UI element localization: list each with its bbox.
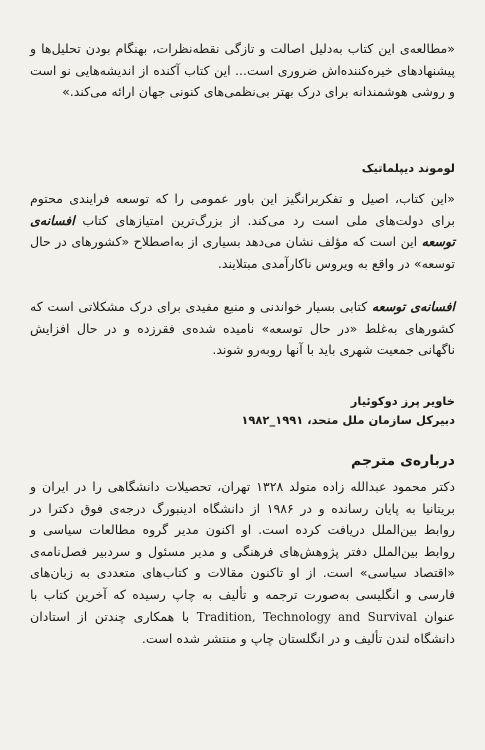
translator-bio-text-b: با همکاری چندتن از استادان دانشگاه لندن تألیف و در انگلستان چاپ و منتشر شده است. [30, 608, 455, 647]
quote-perez-de-cuellar-role: دبیرکل سازمان ملل متحد، ۱۹۹۱_۱۹۸۲ [241, 413, 455, 427]
quote-perez-de-cuellar-p2 [30, 296, 455, 361]
book-title-emphasis: افسانه‌ی توسعه [30, 212, 455, 250]
translator-bio [30, 476, 455, 650]
quote2-text-a: «این کتاب، اصیل و تفکربرانگیز این باور عمومی را که توسعه فرایندی محتوم برای دولت‌های ملی است رد می‌کند. از بزرگ‌ترین امتیازهای کتاب [30, 191, 455, 228]
book-title-emphasis: افسانه‌ی توسعه [371, 299, 455, 314]
quote-le-monde: «مطالعه‌ی این کتاب به‌دلیل اصالت و تازگی نقطه‌نظرات، بهنگام بودن تحلیل‌ها و پیشنهادهای خیره‌کننده‌اش ضروری است... این کتاب آکنده از اندیشه‌هایی نو است و روشی هوشمندانه برای درک بهتر بی‌نظمی‌های کنونی جهان ارائه می‌کند.» [30, 41, 455, 100]
english-book-title: Tradition, Technology and Survival [196, 609, 417, 624]
quote-perez-de-cuellar-p1 [30, 188, 455, 274]
quote-perez-de-cuellar-name: خاویر پرز دوکوئیار [350, 394, 455, 408]
quote2-text-b: این است که مؤلف نشان می‌دهد بسیاری از به‌اصطلاح «کشورهای در حال توسعه» در واقع به ویروس ناکارآمدی مبتلایند. [30, 234, 455, 271]
quote-le-monde-source: لوموند دیپلماتیک [361, 161, 455, 175]
quote2-text-c: کتابی بسیار خواندنی و منبع مفیدی برای درک مشکلاتی است که کشورهای به‌غلط «در حال توسعه» نامیده شده‌ی فقرزده و در حال افزایش ناگهانی جمعیت شهری باید با آنها روبه‌رو شوند. [30, 299, 455, 358]
translator-heading: درباره‌ی مترجم [351, 453, 455, 469]
translator-bio-text-a: دکتر محمود عبدالله زاده متولد ۱۳۲۸ تهران، تحصیلات دانشگاهی را در ایران و بریتانیا به پایان رسانده و در ۱۹۸۶ از دانشگاه ادینبورگ درجه‌ی فوق دکترا در روابط بین‌الملل دریافت کرده است. او اکنون مدیر گروه مطالعات سیاسی و روابط بین‌الملل دفتر پژوهش‌های فرهنگی و مدیر مسئول و سردبیر فصل‌نامه‌ی «اقتصاد سیاسی» است. از او تاکنون مقالات و کتاب‌های متعددی به زبان‌های فارسی و انگلیسی به‌صورت ترجمه و تألیف به چاپ رسیده که آخرین کتاب با عنوان [30, 479, 456, 624]
